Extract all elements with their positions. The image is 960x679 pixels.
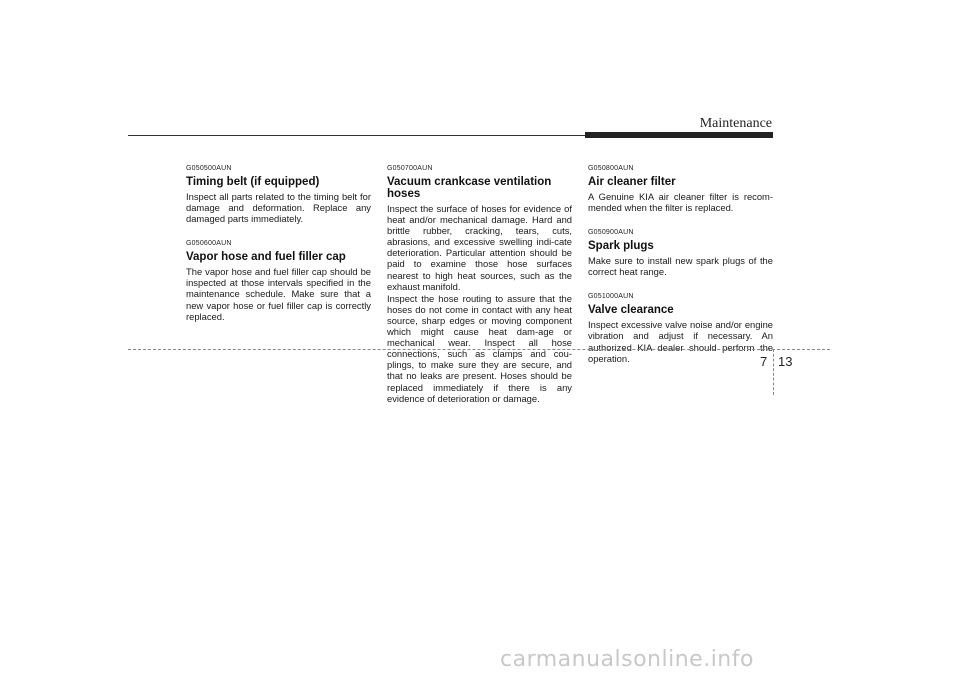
header-accent-bar (585, 132, 773, 138)
section-code: G051000AUN (588, 293, 634, 301)
section-heading: Timing belt (if equipped) (186, 176, 320, 188)
header-title: Maintenance (699, 116, 772, 131)
section-code: G050700AUN (387, 165, 433, 172)
section-heading: Spark plugs (588, 240, 654, 253)
section-paragraph: Inspect the surface of hoses for evidence of heat and/or mechanical damage. Hard and brittle rubber, cracking, tears, cuts, abrasions, and excessive swelling indi-cate deterioration. Particular attention should be paid to examine those hose surfaces nearest to high heat sources, such as the exhaust manifold. (387, 203, 572, 292)
footer-divider (773, 349, 774, 395)
section-vapor-hose (186, 240, 371, 321)
section-code: G050900AUN (588, 229, 634, 237)
section-crankcase-hoses (387, 165, 572, 404)
section-heading: Valve clearance (588, 304, 674, 317)
section-air-cleaner (588, 165, 773, 213)
section-valve-clearance (588, 293, 773, 363)
column-3 (588, 165, 773, 380)
section-paragraph: The vapor hose and fuel filler cap should be inspected at those intervals specified in the maintenance schedule. Make sure that a new vapor hose or fuel filler cap is correctly replaced. (186, 266, 371, 322)
section-paragraph: Inspect excessive valve noise and/or engine vibration and adjust if necessary. An authorized KIA dealer should perform the operation. (588, 319, 773, 364)
section-code: G050800AUN (588, 165, 634, 172)
section-paragraph: Make sure to install new spark plugs of the correct heat range. (588, 255, 773, 278)
section-heading: Air cleaner filter (588, 176, 676, 188)
section-code: G050500AUN (186, 165, 232, 172)
section-heading: Vacuum crankcase ventilation hoses (387, 176, 552, 200)
section-timing-belt (186, 165, 371, 224)
page-number: 13 (778, 354, 793, 369)
section-paragraph: Inspect the hose routing to assure that the hoses do not come in contact with any heat source, sharp edges or moving component which might cause heat dam-age or mechanical wear. Inspect all hose connections, such as clamps and cou-plings, to make sure they are secure, and that no leaks are present. Hoses should be replaced immediately if there is any evidence of deterioration or damage. (387, 292, 572, 404)
section-paragraph: Inspect all parts related to the timing belt for damage and deformation. Replace any damaged parts immediately. (186, 191, 371, 225)
column-2 (387, 165, 572, 420)
footer-rule (128, 349, 830, 350)
column-1 (186, 165, 371, 338)
section-heading: Vapor hose and fuel filler cap (186, 251, 346, 264)
section-code: G050600AUN (186, 240, 232, 248)
chapter-number: 7 (760, 354, 768, 369)
watermark: carmanualsonline.info (500, 647, 754, 672)
section-spark-plugs (588, 229, 773, 277)
section-paragraph: A Genuine KIA air cleaner filter is recom-mended when the filter is replaced. (588, 191, 773, 214)
